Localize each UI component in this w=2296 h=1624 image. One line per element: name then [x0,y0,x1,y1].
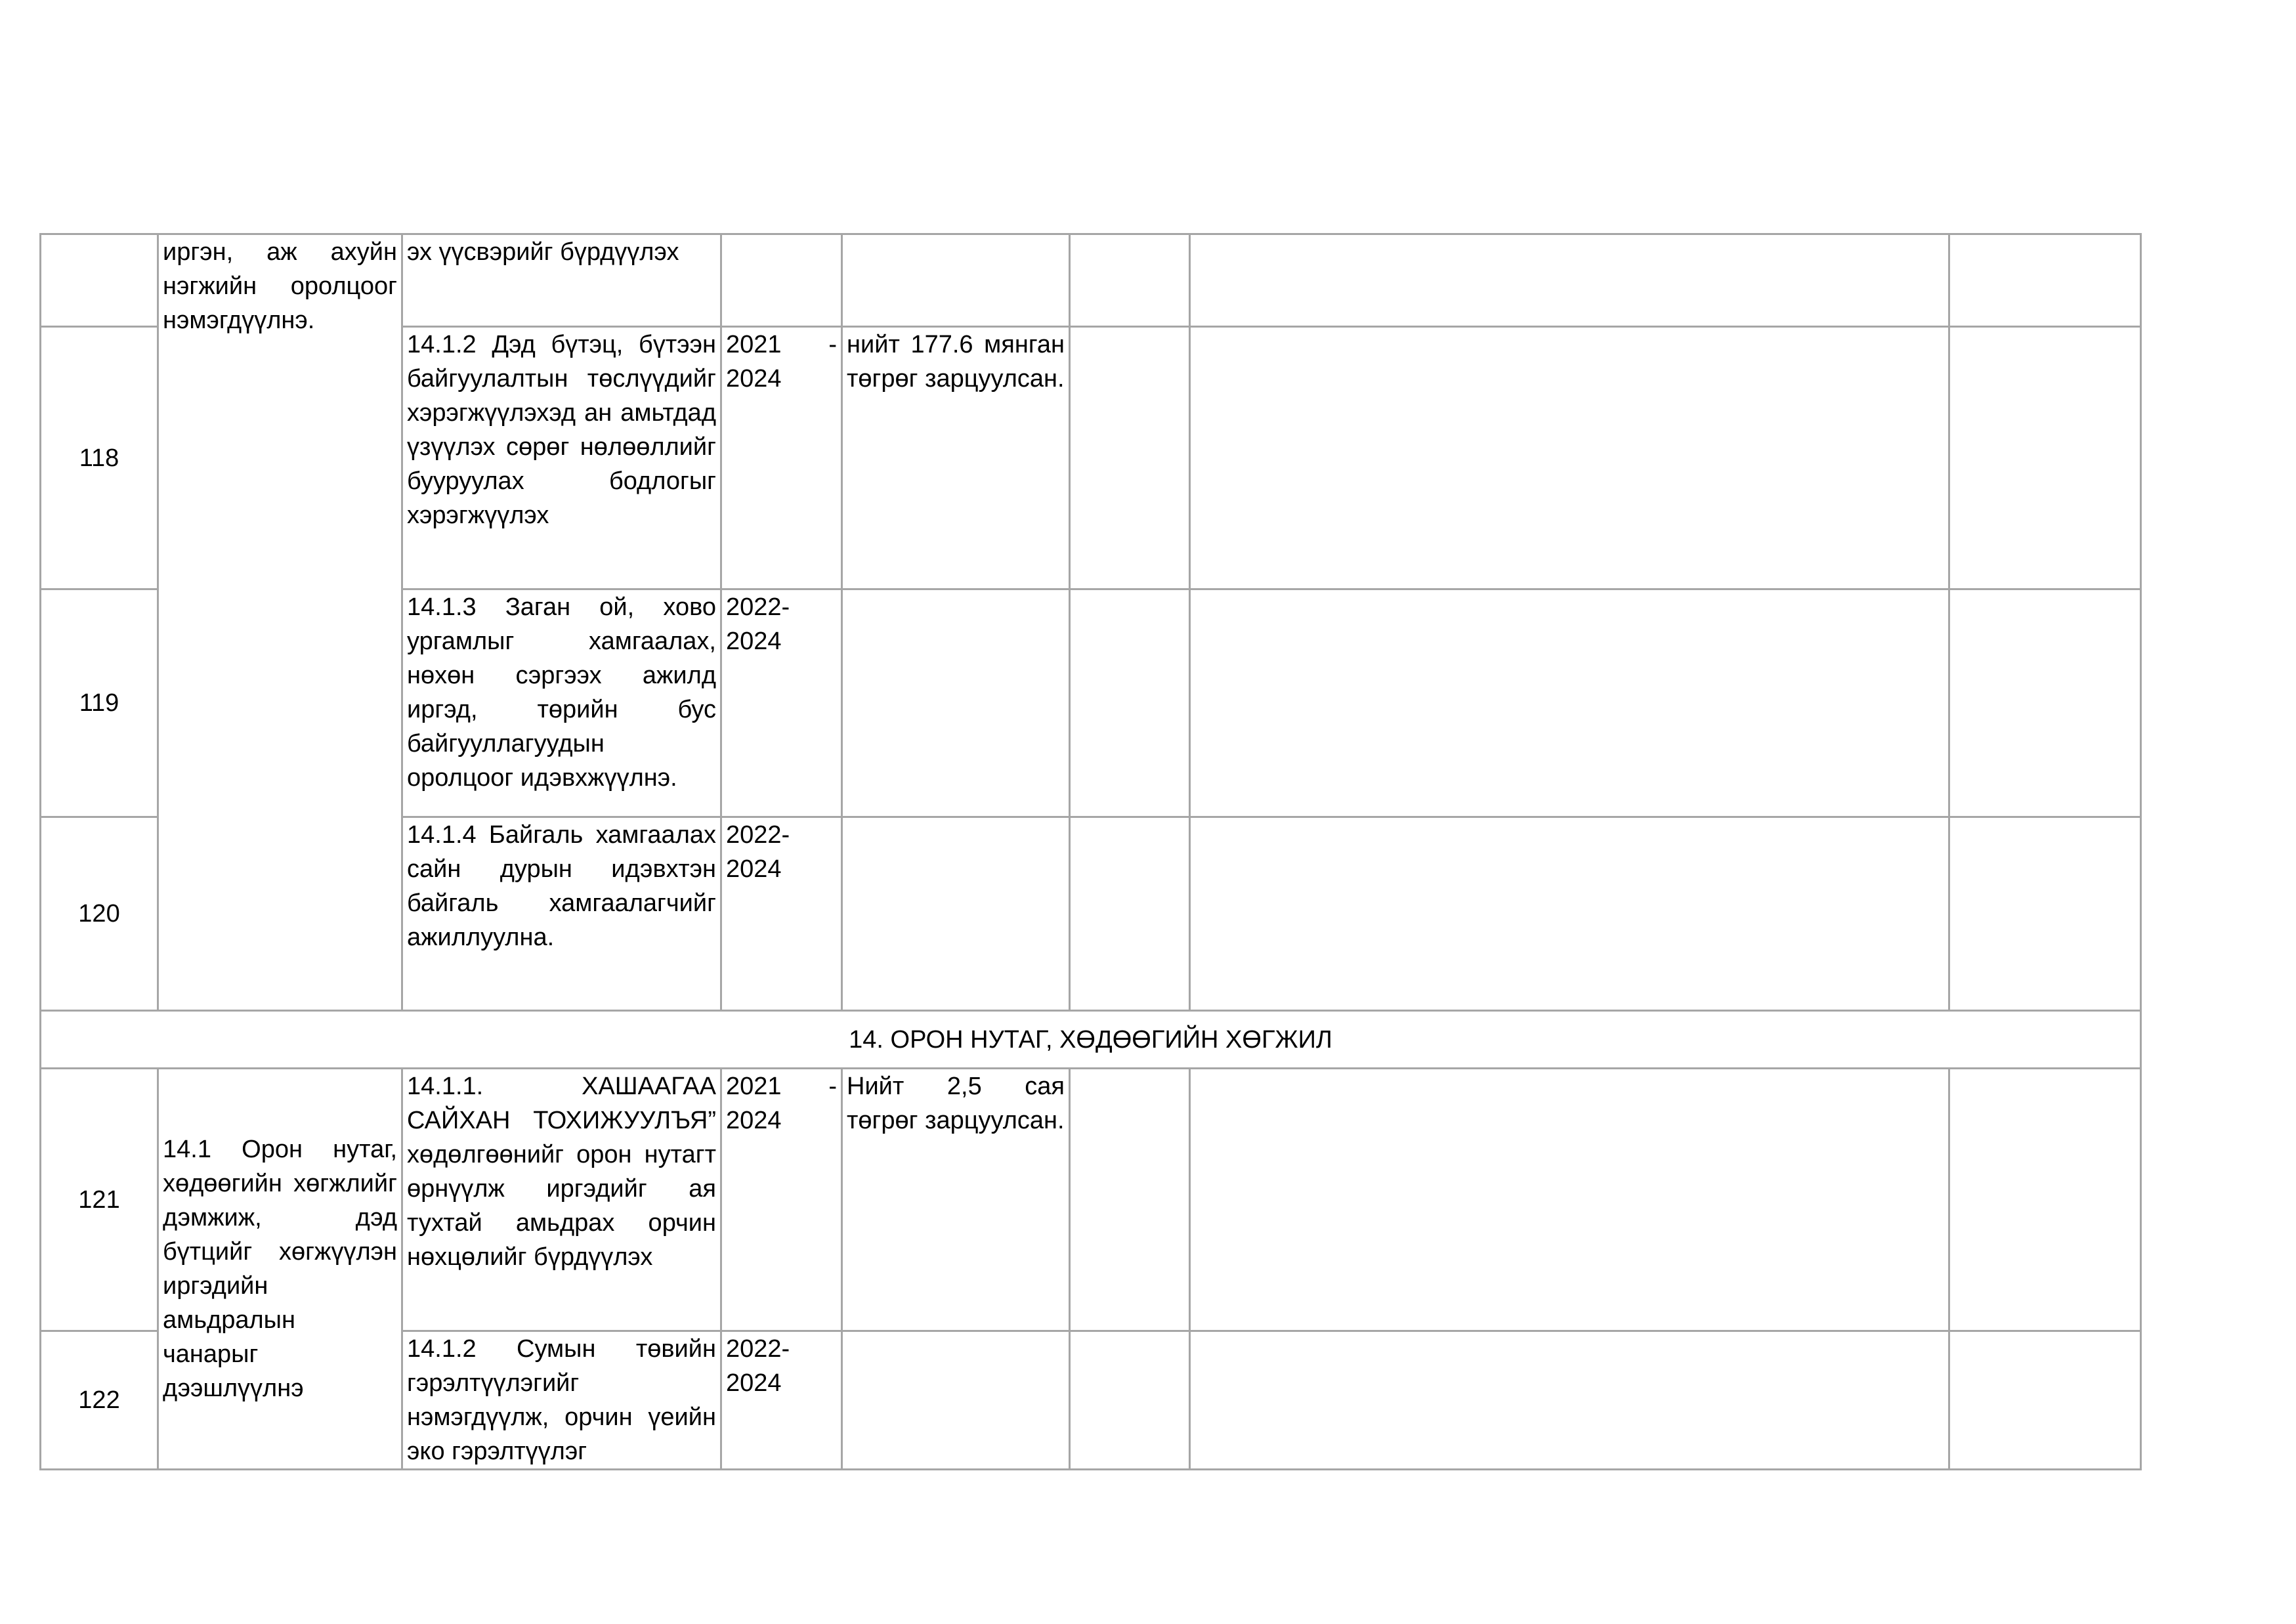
period-cell: 2022- 2024 [721,589,842,817]
empty-cell [1949,234,2141,327]
period-cell: 2022- 2024 [721,1331,842,1470]
activity-text: 14.1.2 Сумын төвийн гэрэлтүүлэгийг нэмэгдүүлж, орчин үеийн эко гэрэлтүүлэг [407,1335,716,1465]
monitoring-table [39,233,2142,1470]
activity-cell [402,327,721,589]
result-cell [842,234,1070,327]
empty-cell [1949,1069,2141,1331]
empty-cell [1949,589,2141,817]
empty-cell [1070,817,1190,1011]
empty-cell [1070,234,1190,327]
section-header-row [41,1011,2141,1069]
period-cell: 2021 - 2024 [721,1069,842,1331]
empty-cell [1949,817,2141,1011]
row-number-cell: 119 [41,589,158,817]
table-row [41,234,2141,327]
empty-cell [1070,1069,1190,1331]
result-cell: нийт 177.6 мянган төгрөг зарцуулсан. [842,327,1070,589]
empty-cell [1949,327,2141,589]
goal-text: иргэн, аж ахуйн нэгжийн оролцоог нэмэгдүүлнэ. [163,238,397,334]
empty-cell [1190,234,1949,327]
empty-cell [1070,1331,1190,1470]
activity-cell [402,1069,721,1331]
table-row [41,1069,2141,1331]
empty-cell [1190,327,1949,589]
activity-text: 14.1.1. ХАШААГАА САЙХАН ТОХИЖУУЛЪЯ” хөдөлгөөнийг орон нутагт өрнүүлж иргэдийг ая тухтай амьдрах орчин нөхцөлийг бүрдүүлэх [407,1073,716,1271]
period-cell: 2021 - 2024 [721,327,842,589]
empty-cell [1070,327,1190,589]
activity-cell [402,1331,721,1470]
empty-cell [1190,589,1949,817]
row-number-cell: 120 [41,817,158,1011]
row-number-cell [41,234,158,327]
activity-cell [402,817,721,1011]
result-cell [842,589,1070,817]
activity-text: 14.1.2 Дэд бүтэц, бүтээн байгуулалтын төслүүдийг хэрэгжүүлэхэд ан амьтдад үзүүлэх сөрөг нөлөөллийг бууруулах бодлогыг хэрэгжүүлэх [407,331,716,529]
result-cell [842,1331,1070,1470]
empty-cell [1190,1069,1949,1331]
row-number-cell: 121 [41,1069,158,1331]
activity-text: 14.1.4 Байгаль хамгаалах сайн дурын идэвхтэн байгаль хамгаалагчийг ажиллуулна. [407,821,716,951]
row-number-cell: 122 [41,1331,158,1470]
result-cell [842,817,1070,1011]
row-number-cell: 118 [41,327,158,589]
goal-cell [158,234,402,1011]
activity-text: 14.1.3 Заган ой, хово ургамлыг хамгаалах, нөхөн сэргээх ажилд иргэд, төрийн бус байгууллагуудын оролцоог идэвхжүүлнэ. [407,593,716,792]
goal-cell [158,1069,402,1470]
goal-text: 14.1 Орон нутаг, хөдөөгийн хөгжлийг дэмжиж, дэд бүтцийг хөгжүүлэн иргэдийн амьдралын чанарыг дээшлүүлнэ [163,1136,397,1402]
period-cell [721,234,842,327]
empty-cell [1190,817,1949,1011]
activity-text: эх үүсвэрийг бүрдүүлэх [407,238,679,266]
section-title: 14. ОРОН НУТАГ, ХӨДӨӨГИЙН ХӨГЖИЛ [41,1011,2141,1069]
activity-cell [402,589,721,817]
empty-cell [1070,589,1190,817]
result-cell: Нийт 2,5 сая төгрөг зарцуулсан. [842,1069,1070,1331]
period-cell: 2022- 2024 [721,817,842,1011]
activity-cell [402,234,721,327]
empty-cell [1190,1331,1949,1470]
empty-cell [1949,1331,2141,1470]
